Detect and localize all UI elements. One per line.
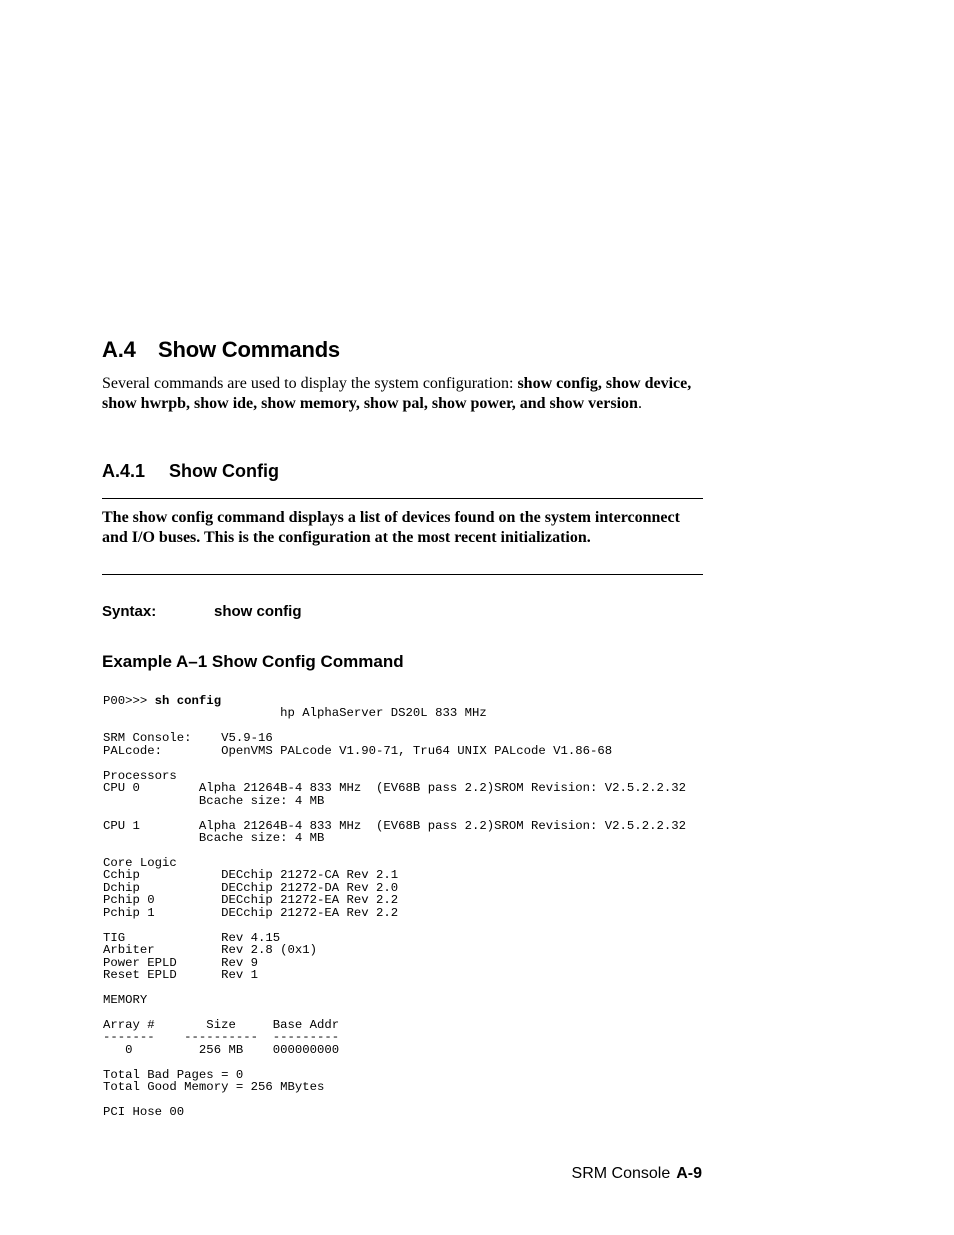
syntax-label: Syntax: <box>102 603 157 620</box>
summary-bottom-rule <box>102 574 703 575</box>
intro-paragraph <box>102 374 707 413</box>
subsection-heading <box>102 461 279 482</box>
page-number: A-9 <box>676 1165 702 1182</box>
syntax-line <box>102 603 302 620</box>
summary-text: The show config command displays a list of devices found on the system interconnect and I/O buses. This is the configuration at the most recent initialization. <box>102 509 680 546</box>
section-number: A.4 <box>102 337 136 362</box>
footer-label: SRM Console <box>571 1165 671 1182</box>
example-title: Example A–1 Show Config Command <box>102 652 404 671</box>
console-output: hp AlphaServer DS20L 833 MHz SRM Console: V5.9-16 PALcode: OpenVMS PALcode V1.90-71, Tru64 UNIX PALcode V1.86-68 Processors CPU 0 Alpha 21264B-4 833 MHz (EV68B pass 2.2)SROM Revision: V2.5.2.2.32 Bcache size: 4 MB CPU 1 Alpha 21264B-4 833 MHz (EV68B pass 2.2)SROM Revision: V2.5.2.2.32 Bcache size: 4 MB Core Logic Cchip DECchip 21272-CA Rev 2.1 Dchip DECchip 21272-DA Rev 2.0 Pchip 0 DECchip 21272-EA Rev 2.2 Pchip 1 DECchip 21272-EA Rev 2.2 TIG Rev 4.15 Arbiter Rev 2.8 (0x1) Power EPLD Rev 9 Reset EPLD Rev 1 MEMORY Array # Size Base Addr ------- ---------- --------- 0 256 MB 000000000 Total Bad Pages = 0 Total Good Memory = 256 MBytes PCI Hose 00 <box>103 706 686 1119</box>
console-listing <box>103 695 686 1118</box>
console-command: sh config <box>154 694 222 708</box>
syntax-command: show config <box>214 603 302 620</box>
intro-text: Several commands are used to display the system configuration: <box>102 375 518 392</box>
intro-end: . <box>637 394 642 412</box>
intro-command-list: show config, show device, show hwrpb, show ide, show memory, show pal, show power, and show version <box>102 375 692 412</box>
subsection-number: A.4.1 <box>102 461 146 481</box>
section-title: Show Commands <box>158 337 340 362</box>
page-footer <box>572 1165 702 1183</box>
section-heading <box>102 337 340 363</box>
subsection-title: Show Config <box>169 461 279 481</box>
console-prompt: P00>>> <box>103 694 155 708</box>
summary-top-rule <box>102 498 703 499</box>
